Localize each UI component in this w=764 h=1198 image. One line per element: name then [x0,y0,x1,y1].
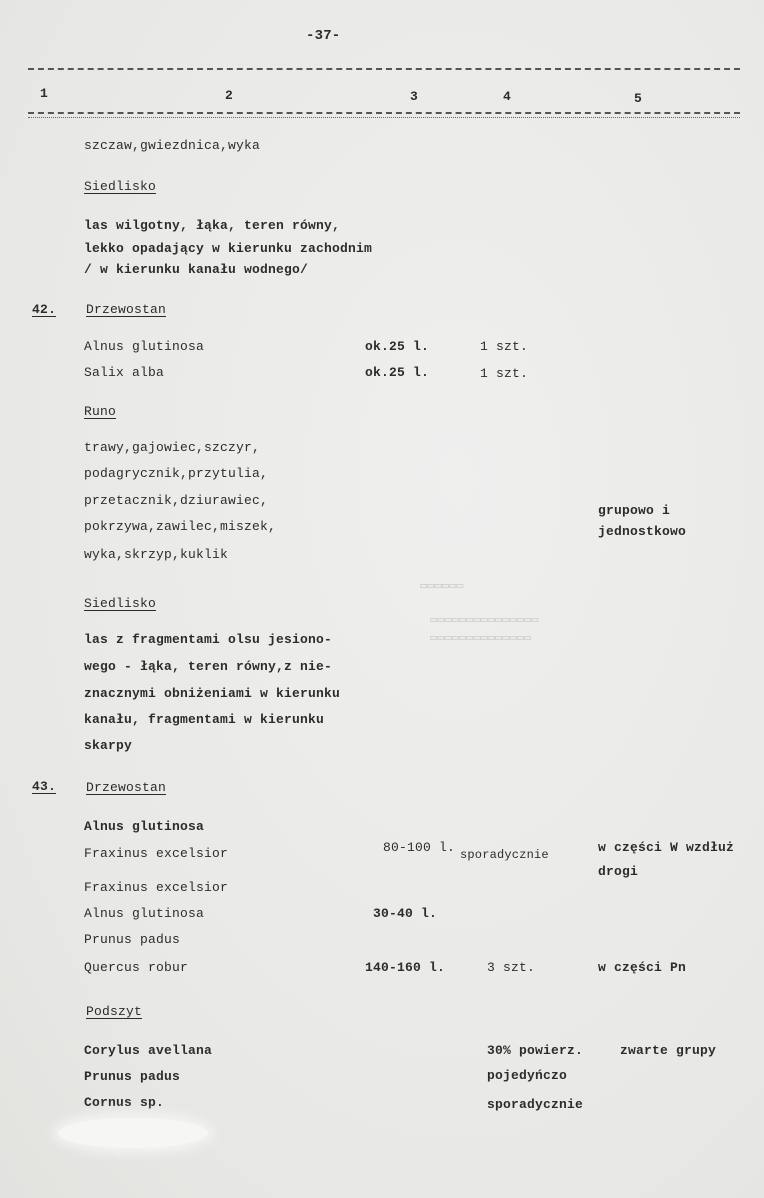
species-name: Quercus robur [84,960,189,975]
entry-number-42: 42. [32,302,57,317]
species-count: pojedyńczo [487,1068,568,1083]
column-header-3: 3 [410,89,419,104]
siedlisko-line: znacznymi obniżeniami w kierunku [84,686,341,701]
species-note: drogi [598,864,639,879]
runo-heading: Runo [84,404,117,419]
species-name: Fraxinus excelsior [84,880,229,895]
species-note: w części Pn [598,960,687,975]
species-count: 3 szt. [487,960,536,975]
siedlisko-line: lekko opadający w kierunku zachodnim [84,241,373,256]
siedlisko-line: kanału, fragmentami w kierunku [84,712,325,727]
species-count: 1 szt. [480,339,529,354]
siedlisko-heading: Siedlisko [84,179,157,194]
runo-line: wyka,skrzyp,kuklik [84,547,229,562]
column-header-4: 4 [503,89,512,104]
siedlisko-line: / w kierunku kanału wodnego/ [84,262,309,277]
runo-note: grupowo i [598,503,671,518]
species-name: Prunus padus [84,1069,181,1084]
runo-note: jednostkowo [598,524,687,539]
species-age: 30-40 l. [373,906,438,921]
species-count: sporadycznie [460,848,549,862]
header-rule-double [28,117,740,118]
species-count: 30% powierz. [487,1043,584,1058]
siedlisko-line: las wilgotny, łąka, teren równy, [84,218,341,233]
species-name: Salix alba [84,365,165,380]
siedlisko-line: skarpy [84,738,133,753]
correction-smudge [58,1118,208,1148]
species-name: Cornus sp. [84,1095,165,1110]
species-name: Alnus glutinosa [84,819,205,834]
runo-line: przetacznik,dziurawiec, [84,493,269,508]
species-count: sporadycznie [487,1097,584,1112]
bleed-through-mark: ▭▭▭▭▭▭▭▭▭▭▭▭▭▭▭ [430,613,539,627]
species-name: Prunus padus [84,932,181,947]
header-rule [28,112,740,114]
species-age: 140-160 l. [365,960,446,975]
species-age: 80-100 l. [383,840,456,855]
column-header-5: 5 [634,91,643,106]
entry-number-43: 43. [32,779,57,794]
drzewostan-heading: Drzewostan [86,302,167,317]
siedlisko-line: las z fragmentami olsu jesiono- [84,632,333,647]
drzewostan-heading: Drzewostan [86,780,167,795]
species-name: Alnus glutinosa [84,339,205,354]
species-age: ok.25 l. [365,365,430,380]
species-name: Alnus glutinosa [84,906,205,921]
top-rule [28,68,740,70]
runo-line: pokrzywa,zawilec,miszek, [84,519,277,534]
bleed-through-mark: ▭▭▭▭▭▭▭▭▭▭▭▭▭▭ [430,631,532,645]
runo-line: trawy,gajowiec,szczyr, [84,440,261,455]
siedlisko-heading: Siedlisko [84,596,157,611]
siedlisko-line: wego - łąka, teren równy,z nie- [84,659,333,674]
page-number: -37- [306,28,341,44]
species-note: zwarte grupy [620,1043,717,1058]
species-age: ok.25 l. [365,339,430,354]
species-count: 1 szt. [480,366,529,381]
species-name: Corylus avellana [84,1043,213,1058]
species-note: w części W wzdłuż [598,840,735,855]
column-header-1: 1 [40,86,49,101]
species-name: Fraxinus excelsior [84,846,229,861]
column-header-2: 2 [225,88,234,103]
intro-line: szczaw,gwiezdnica,wyka [84,138,261,153]
podszyt-heading: Podszyt [86,1004,143,1019]
runo-line: podagrycznik,przytulia, [84,466,269,481]
bleed-through-mark: ▭▭▭▭▭▭ [420,579,464,593]
